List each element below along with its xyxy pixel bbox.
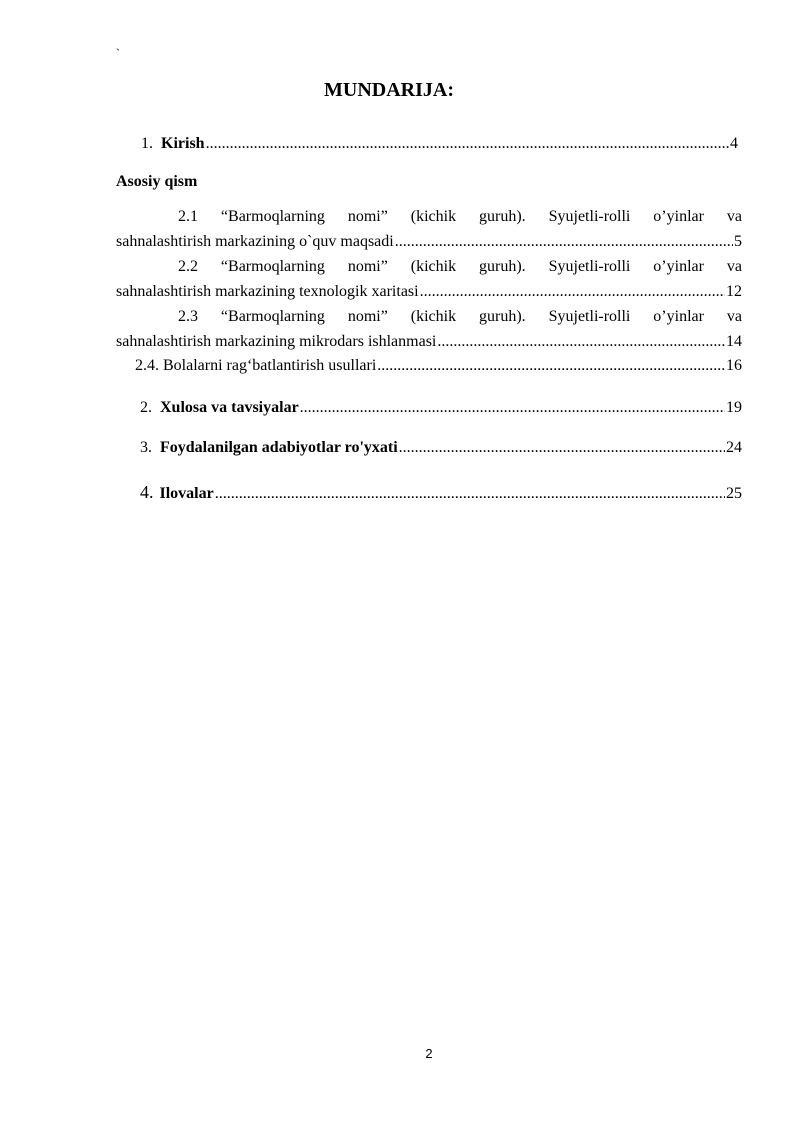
toc-entry-text-cont: sahnalashtirish markazining o`quv maqsadi — [116, 233, 394, 250]
toc-entry-number: 1. — [141, 135, 153, 152]
toc-leader-dots — [206, 134, 729, 154]
toc-leader-dots — [420, 279, 725, 304]
toc-entry-references[interactable] — [140, 438, 742, 458]
page-title: MUNDARIJA: — [324, 79, 454, 101]
section-heading: Asosiy qism — [116, 173, 198, 190]
toc-entry-text-cont: sahnalashtirish markazining texnologik xaritasi — [116, 283, 419, 300]
toc-entry-label: Foydalanilgan adabiyotlar ro'yxati — [160, 439, 398, 456]
toc-entry-conclusion[interactable] — [140, 398, 742, 418]
toc-entry-2-2[interactable] — [116, 254, 742, 304]
toc-leader-dots — [377, 356, 725, 376]
toc-entry-text: 2.2 “Barmoqlarning nomi” (kichik guruh). Syujetli-rolli o’yinlar va — [178, 258, 742, 275]
toc-leader-dots — [300, 398, 725, 418]
toc-entry-number: 2.4. — [135, 357, 159, 374]
toc-leader-dots — [437, 329, 725, 354]
toc-entry-2-4[interactable] — [135, 356, 742, 376]
toc-entry-2-1[interactable] — [116, 204, 742, 254]
toc-entry-2-3[interactable] — [116, 304, 742, 354]
toc-entry-label: Kirish — [161, 135, 205, 152]
toc-leader-dots — [215, 484, 725, 504]
toc-entry-page: 5 — [734, 233, 742, 250]
toc-entry-label: Xulosa va tavsiyalar — [160, 399, 299, 416]
toc-entry-page: 24 — [726, 439, 742, 456]
toc-entry-page: 4 — [730, 135, 738, 152]
toc-entry-page: 25 — [726, 485, 742, 502]
toc-leader-dots — [395, 229, 733, 254]
toc-entry-text: 2.1 “Barmoqlarning nomi” (kichik guruh). Syujetli-rolli o’yinlar va — [178, 208, 742, 225]
toc-entry-label: Bolalarni rag‘batlantirish usullari — [163, 357, 377, 374]
toc-leader-dots — [399, 438, 725, 458]
toc-entry-page: 12 — [726, 283, 742, 300]
toc-entry-text: 2.3 “Barmoqlarning nomi” (kichik guruh). Syujetli-rolli o’yinlar va — [178, 308, 742, 325]
toc-entry-appendix[interactable] — [140, 482, 742, 504]
toc-entry-page: 19 — [726, 399, 742, 416]
toc-entry-label: Ilovalar — [159, 485, 214, 502]
toc-entry-number: 3. — [140, 439, 152, 456]
toc-entry-number: 4. — [140, 482, 154, 502]
toc-entry-text-cont: sahnalashtirish markazining mikrodars ishlanmasi — [116, 333, 437, 350]
toc-entry-page: 16 — [726, 357, 742, 374]
page-number: 2 — [425, 1046, 433, 1061]
toc-entry-number: 2. — [140, 399, 152, 416]
toc-entry-intro[interactable] — [141, 134, 738, 154]
header-mark: ˎ — [116, 37, 120, 51]
toc-entry-page: 14 — [726, 333, 742, 350]
